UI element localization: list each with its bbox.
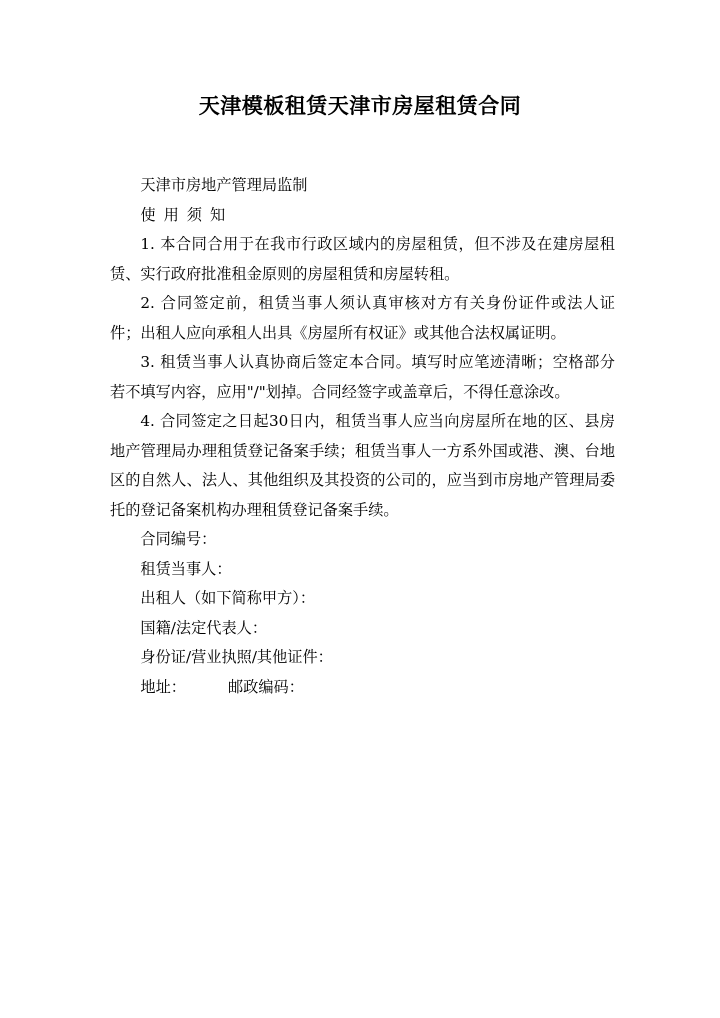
nationality-field: 国籍/法定代表人： (140, 618, 268, 637)
notice-paragraph-3: 3. 租赁当事人认真协商后签定本合同。填写时应笔迹清晰；空格部分若不填写内容，应用"/"划掉。合同经签字或盖章后，不得任意涂改。 (110, 353, 615, 401)
postcode-field: 邮政编码： (227, 677, 304, 696)
notice-paragraph-2: 2. 合同签定前，租赁当事人须认真审核对方有关身份证件或法人证件；出租人应向承租人出具《房屋所有权证》或其他合法权属证明。 (110, 294, 615, 342)
document-body (110, 171, 615, 702)
document-title: 天津模板租赁天津市房屋租赁合同 (198, 93, 522, 118)
lessor-field: 出租人（如下简称甲方）： (140, 589, 316, 607)
contract-number-field: 合同编号： (140, 530, 217, 548)
address-field: 地址： (140, 677, 186, 696)
notice-heading: 使用须知 (140, 205, 234, 224)
notice-paragraph-1: 1. 本合同合用于在我市行政区域内的房屋租赁，但不涉及在建房屋租赁、实行政府批准租金原则的房屋租赁和房屋转租。 (110, 235, 615, 283)
address-line (110, 673, 615, 703)
supervisor-line: 天津市房地产管理局监制 (140, 176, 308, 194)
id-documents-field: 身份证/营业执照/其他证件： (140, 648, 333, 666)
parties-field: 租赁当事人： (140, 559, 232, 578)
notice-paragraph-4: 4. 合同签定之日起30日内，租赁当事人应当向房屋所在地的区、县房地产管理局办理租赁登记备案手续；租赁当事人一方系外国或港、澳、台地区的自然人、法人、其他组织及其投资的公司的，应当到市房地产管理局委托的登记备案机构办理租赁登记备案手续。 (110, 412, 615, 519)
